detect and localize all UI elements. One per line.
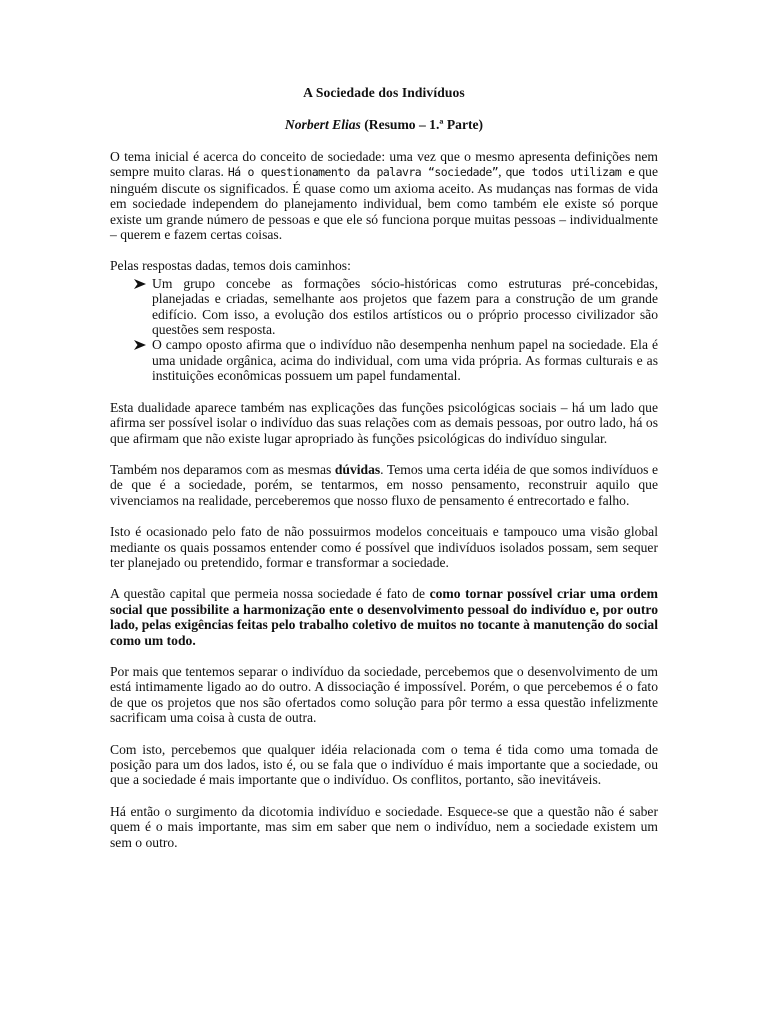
paragraph-1-text-mid: , [498,164,506,180]
paragraph-3: Esta dualidade aparece também nas explicações das funções psicológicas sociais – há um lado que afirma ser possível isolar o indivíduo das suas relações com as demais pessoas, por outro lado, há os que afirmam que não existe lugar apropriado às funções psicológicas do indivíduo singular. [110,399,658,446]
arrowhead-right-icon [134,279,146,289]
document-body [110,85,658,866]
paragraph-6-bold: como tornar possível criar uma ordem social que possibilite a harmonização ente o desenvolvimento pessoal do indivíduo e, por outro lado, pelas exigências feitas pelo trabalho coletivo de muitos no tocante à manutenção do social como um todo. [110,586,658,648]
paragraph-6 [110,586,658,648]
bullet-text: Um grupo concebe as formações sócio-históricas como estruturas pré-concebidas, planejadas e criadas, semelhante aos projetos que fazem para a construção de um grande edifício. Com isso, a evolução dos estilos artísticos ou o próprio processo civilizador são questões sem resposta. [152,275,658,338]
paragraph-1-text-a: O tema inicial é acerca do conceito de sociedade: uma vez que o mesmo apresenta definições nem sempre muito claras. [110,149,658,180]
bullet-text: O campo oposto afirma que o indivíduo não desempenha nenhum papel na sociedade. Ela é uma unidade orgânica, acima do individual, com uma vida própria. As formas culturais e as instituições econômicas possuem um papel fundamental. [152,337,658,384]
paragraph-5: Isto é ocasionado pelo fato de não possuirmos modelos conceituais e tampouco uma visão global mediante os quais possamos entender como é possível que indivíduos isolados possam, sem sequer ter planejado ou pretendido, formar e transformar a sociedade. [110,524,658,570]
paragraph-4-text-b: . Temos uma certa idéia de que somos indivíduos e de que é a sociedade, porém, se tentarmos, em nosso pensamento, reconstruir aquilo que vivenciamos na realidade, perceberemos que nosso fluxo de pensamento é entrecortado e falho. [110,461,658,508]
paragraph-4 [110,462,658,508]
arrowhead-right-icon [134,340,146,350]
document-subtitle [110,117,658,133]
paragraph-4-bold: dúvidas [334,461,381,477]
paragraph-7: Por mais que tentemos separar o indivíduo da sociedade, percebemos que o desenvolvimento de um está intimamente ligado ao do outro. A dissociação é impossível. Porém, o que percebemos é o fato de que os projetos que nos são ofertados como solução para pôr termo a essa questão infelizmente sacrificam uma coisa à custa de outra. [110,663,658,726]
paragraph-1-mono-b: que todos utilizam e [505,165,635,180]
paragraph-1 [110,149,658,242]
document-title: A Sociedade dos Indivíduos [303,85,465,100]
bullet-item [152,276,658,338]
paragraph-1-mono-a: Há o questionamento da palavra “sociedade” [227,165,499,180]
paragraph-8: Com isto, percebemos que qualquer idéia relacionada com o tema é tida como uma tomada de posição para um dos lados, isto é, ou se fala que o indivíduo é mais importante que a sociedade, ou que a sociedade é mais importante que o indivíduo. Os conflitos, portanto, são inevitáveis. [110,741,658,788]
paragraph-6-text-a: A questão capital que permeia nossa sociedade é fato de [110,586,430,602]
subtitle-rest: (Resumo – 1.ª Parte) [360,117,484,132]
bullet-item [152,337,658,383]
paragraph-4-text-a: Também nos deparamos com as mesmas [110,461,335,477]
paragraph-9: Há então o surgimento da dicotomia indivíduo e sociedade. Esquece-se que a questão não é saber quem é o mais importante, mas sim em saber que nem o indivíduo, nem a sociedade existem um sem o outro. [110,803,658,850]
author-name: Norbert Elias [284,117,361,132]
paragraph-2: Pelas respostas dadas, temos dois caminhos: [110,258,351,274]
bullet-list [110,276,658,384]
paragraph-1-text-b: que ninguém discute os significados. É quase como um axioma aceito. As mudanças nas formas de vida em sociedade independem do planejamento individual, bem como também ele existe só porque existe um grande número de pessoas e que ele só funciona porque muitas pessoas – individualmente – querem e fazem certas coisas. [110,164,659,243]
